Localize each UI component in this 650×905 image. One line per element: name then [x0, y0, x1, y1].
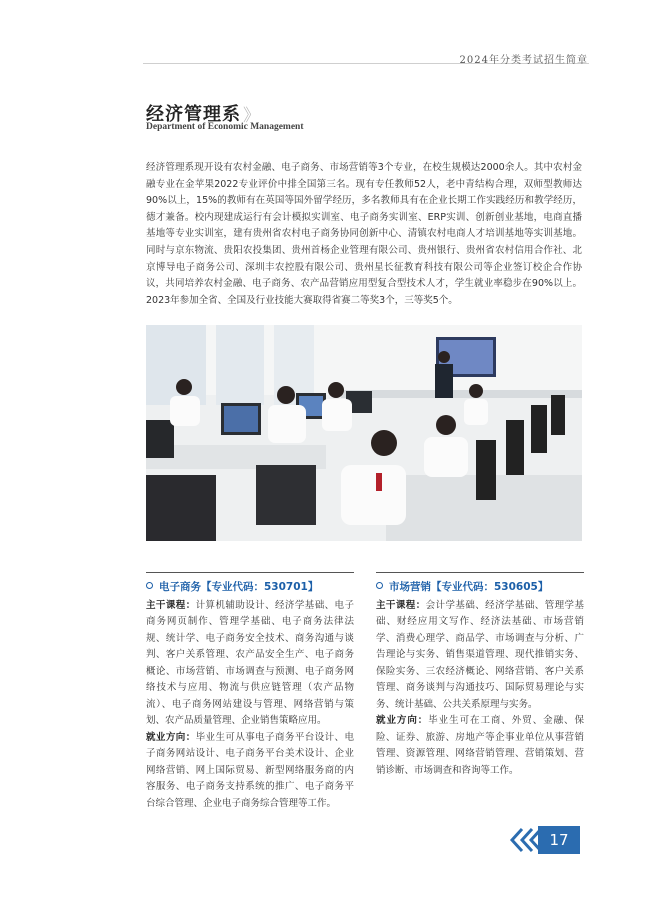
department-title: 经济管理系 [146, 104, 241, 125]
department-intro: 经济管理系现开设有农村金融、电子商务、市场营销等3个专业，在校生规模达2000余人。其中农村金融专业在金苹果2022专业评价中排全国第三名。现有专任教师52人，老中青结构合理，双师型教师达90%以上，15%的教师有在英国等国外留学经历，多名教师具有在企业长期工作实践经历和教学经历，德才兼备。校内现建成运行有会计模拟实训室、电子商务实训室、ERP实训、创新创业基地，电商直播基地等专业实训室，建有贵州省农村电子商务协同创新中心、清镇农村电商人才培训基地等实训基地。同时与京东物流、贵阳农投集团、贵州首杨企业管理有限公司、贵州银行、贵州省农村信用合作社、北京博导电子商务公司、深圳丰农控股有限公司、贵州星长征教育科技有限公司等企业签订校企合作协议，共同培养农村金融、电子商务、农产品营销应用型复合型技术人才，学生就业率稳步在90%以上。2023年参加全省、全国及行业技能大赛取得省赛二等奖3个，三等奖5个。 [146, 162, 582, 306]
major-courses: 主干课程：会计学基础、经济学基础、管理学基础、财经应用文写作、经济法基础、市场营销学、消费心理学、商品学、市场调查与分析、广告理论与实务、销售渠道管理、现代推销实务、保险实务、三农经济概论、网络营销、客户关系管理、商务谈判与沟通技巧、国际贸易理论与实务、统计基础、公共关系原理与实务。 [376, 599, 584, 710]
section-rule [146, 572, 354, 573]
section-rule [376, 572, 584, 573]
major-marketing [376, 572, 584, 779]
double-chevron-left-icon [508, 826, 542, 854]
chevron-right-icon: 》 [243, 106, 255, 126]
major-heading: 市场营销【专业代码：530605】 [376, 579, 584, 596]
circle-bullet-icon [146, 582, 153, 589]
publication-title: 2024年分类考试招生简章 [459, 55, 588, 66]
major-employment: 就业方向：毕业生可从事电子商务平台设计、电子商务网站设计、电子商务平台美术设计、企业网络营销、网上国际贸易、新型网络服务商的内容服务、电子商务支持系统的推广、电子商务平台综合管理、企业电子商务综合管理等工作。 [146, 731, 354, 809]
classroom-photo [146, 325, 582, 541]
department-title-english: Department of Economic Management [146, 122, 304, 132]
page-number: 17 [538, 826, 580, 854]
major-employment: 就业方向：毕业生可在工商、外贸、金融、保险、证券、旅游、房地产等企事业单位从事营销管理、资源管理、网络营销管理、营销策划、营销诊断、市场调查和咨询等工作。 [376, 715, 584, 776]
page-number-badge [508, 826, 580, 854]
major-heading: 电子商务【专业代码：530701】 [146, 579, 354, 596]
major-ecommerce [146, 572, 354, 812]
major-courses: 主干课程：计算机辅助设计、经济学基础、电子商务网页制作、管理学基础、电子商务法律法规、统计学、电子商务安全技术、商务沟通与谈判、客户关系管理、农产品安全生产、电子商务概论、市场营销、市场调查与预测、电子商务网络技术与应用、物流与供应链管理（农产品物流）、电子商务网站建设与管理、网络营销与策划、农产品质量管理、企业销售策略应用。 [146, 599, 354, 726]
circle-bullet-icon [376, 582, 383, 589]
